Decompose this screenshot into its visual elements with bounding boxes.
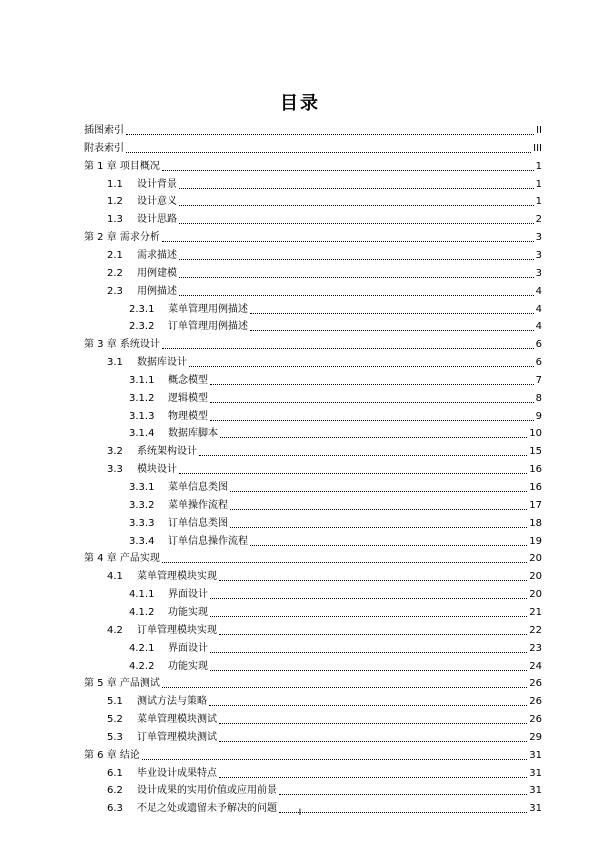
toc-entry-label: 用例描述 bbox=[137, 285, 177, 297]
toc-leader-dots bbox=[250, 321, 534, 331]
toc-leader-dots bbox=[162, 678, 527, 688]
toc-entry[interactable] bbox=[129, 373, 542, 387]
toc-entry-page: 24 bbox=[529, 660, 542, 672]
toc-entry[interactable] bbox=[84, 676, 542, 690]
toc-entry-page: 31 bbox=[529, 803, 542, 815]
toc-entry-page: 20 bbox=[529, 589, 542, 601]
toc-entry[interactable] bbox=[107, 194, 542, 208]
toc-entry-label: 产品实现 bbox=[119, 553, 160, 565]
toc-entry-number: 4.2.1 bbox=[129, 642, 155, 654]
toc-entry-label: 数据库脚本 bbox=[168, 428, 218, 440]
toc-entry-label: 项目概况 bbox=[119, 160, 160, 172]
toc-entry-number: 2.3 bbox=[107, 285, 123, 297]
toc-entry-number: 第 1 章 bbox=[84, 160, 120, 172]
toc-leader-dots bbox=[219, 625, 527, 635]
toc-entry-label: 订单管理用例描述 bbox=[168, 321, 248, 333]
page-number: I bbox=[298, 808, 302, 818]
toc-leader-dots bbox=[230, 518, 527, 528]
toc-entry[interactable] bbox=[107, 266, 542, 280]
toc-entry[interactable] bbox=[129, 534, 542, 548]
toc-entry-label: 毕业设计成果特点 bbox=[137, 767, 217, 779]
toc-entry[interactable] bbox=[107, 355, 542, 369]
toc-entry-page: 31 bbox=[529, 749, 542, 761]
toc-entry-page: 1 bbox=[535, 178, 542, 190]
toc-entry-number: 6.3 bbox=[107, 803, 123, 815]
toc-leader-dots bbox=[126, 143, 531, 153]
toc-entry-page: 9 bbox=[535, 410, 542, 422]
toc-entry-page: 20 bbox=[529, 553, 542, 565]
toc-entry[interactable] bbox=[129, 641, 542, 655]
toc-leader-dots bbox=[179, 214, 534, 224]
toc-entry-number: 5.1 bbox=[107, 696, 123, 708]
toc-entry-number: 6.1 bbox=[107, 767, 123, 779]
toc-entry-number: 第 6 章 bbox=[84, 749, 120, 761]
toc-entry[interactable] bbox=[129, 426, 542, 440]
toc-entry[interactable] bbox=[129, 319, 542, 333]
toc-entry-page: III bbox=[533, 142, 542, 154]
toc-entry[interactable] bbox=[84, 748, 542, 762]
toc-entry-number: 3.1.3 bbox=[129, 410, 155, 422]
toc-entry-number: 2.3.1 bbox=[129, 303, 155, 315]
toc-entry-number: 3.1 bbox=[107, 357, 123, 369]
toc-entry[interactable] bbox=[84, 551, 542, 565]
toc-entry-page: 26 bbox=[529, 696, 542, 708]
toc-entry-page: 15 bbox=[529, 446, 542, 458]
toc-entry-label: 设计思路 bbox=[137, 214, 177, 226]
toc-entry-label: 订单信息类图 bbox=[168, 517, 228, 529]
toc-entry-page: 10 bbox=[529, 428, 542, 440]
toc-entry-page: 6 bbox=[535, 339, 542, 351]
toc-entry-number: 3.3.3 bbox=[129, 517, 155, 529]
toc-entry[interactable] bbox=[107, 766, 542, 780]
toc-entry-page: 6 bbox=[535, 357, 542, 369]
toc-leader-dots bbox=[250, 304, 534, 314]
toc-entry[interactable] bbox=[107, 284, 542, 298]
toc-leader-dots bbox=[162, 232, 534, 242]
toc-entry[interactable] bbox=[129, 605, 542, 619]
toc-leader-dots bbox=[210, 661, 527, 671]
toc-entry[interactable] bbox=[107, 623, 542, 637]
toc-entry-page: 23 bbox=[529, 642, 542, 654]
toc-entry-label: 逻辑模型 bbox=[168, 392, 208, 404]
toc-entry-number: 6.2 bbox=[107, 785, 123, 797]
toc-entry-label: 需求分析 bbox=[119, 232, 160, 244]
toc-leader-dots bbox=[179, 286, 534, 296]
toc-entry-label: 结论 bbox=[119, 749, 140, 761]
toc-entry[interactable] bbox=[129, 302, 542, 316]
toc-entry-label: 用例建模 bbox=[137, 267, 177, 279]
toc-entry-label: 物理模型 bbox=[168, 410, 208, 422]
toc-entry[interactable] bbox=[129, 391, 542, 405]
toc-entry-number: 3.3.4 bbox=[129, 535, 155, 547]
toc-leader-dots bbox=[220, 428, 527, 438]
toc-entry-number: 3.3.1 bbox=[129, 482, 155, 493]
toc-entry-number: 5.3 bbox=[107, 731, 123, 743]
toc-entry[interactable] bbox=[84, 230, 542, 244]
toc-entry-page: 16 bbox=[529, 482, 542, 493]
toc-entry-number: 4.1.1 bbox=[129, 589, 155, 601]
toc-entry[interactable] bbox=[107, 569, 542, 583]
toc-entry[interactable] bbox=[129, 409, 542, 423]
toc-entry-page: 21 bbox=[529, 606, 542, 618]
toc-entry[interactable] bbox=[129, 516, 542, 530]
toc-entry-label: 附表索引 bbox=[84, 142, 124, 154]
toc-entry-page: 1 bbox=[535, 196, 542, 208]
toc-entry-number: 1.1 bbox=[107, 178, 123, 190]
toc-leader-dots bbox=[179, 268, 534, 278]
toc-leader-dots bbox=[142, 750, 527, 760]
toc-entry-number: 4.2.2 bbox=[129, 660, 155, 672]
toc-entry[interactable] bbox=[129, 498, 542, 512]
toc-entry-label: 设计成果的实用价值或应用前景 bbox=[137, 785, 277, 797]
toc-entry-label: 概念模型 bbox=[168, 374, 208, 386]
toc-entry-number: 第 4 章 bbox=[84, 553, 120, 565]
toc-entry-page: 16 bbox=[529, 464, 542, 476]
toc-entry-page: 3 bbox=[535, 249, 542, 261]
toc-leader-dots bbox=[179, 464, 527, 474]
toc-leader-dots bbox=[219, 732, 527, 742]
toc-entry-label: 订单管理模块实现 bbox=[137, 624, 217, 636]
toc-entry[interactable] bbox=[107, 444, 542, 458]
toc-entry-label: 设计背景 bbox=[137, 178, 177, 190]
toc-entry-number: 3.1.1 bbox=[129, 374, 155, 386]
toc-entry[interactable] bbox=[84, 123, 542, 137]
toc-entry-page: 26 bbox=[529, 714, 542, 726]
toc-entry-page: 22 bbox=[529, 624, 542, 636]
toc-entry-number: 5.2 bbox=[107, 714, 123, 726]
toc-entry-page: 17 bbox=[529, 499, 542, 511]
toc-leader-dots bbox=[230, 482, 527, 492]
toc-entry-label: 插图索引 bbox=[84, 125, 124, 136]
toc-entry-label: 订单信息操作流程 bbox=[168, 535, 248, 547]
toc-entry-page: 4 bbox=[535, 303, 542, 315]
toc-entry-number: 1.3 bbox=[107, 214, 123, 226]
toc-entry-label: 订单管理模块测试 bbox=[137, 731, 217, 743]
toc-entry-label: 菜单管理用例描述 bbox=[168, 303, 248, 315]
toc-entry-number: 1.2 bbox=[107, 196, 123, 208]
toc-leader-dots bbox=[210, 393, 534, 403]
toc-entry-number: 3.2 bbox=[107, 446, 123, 458]
toc-entry-label: 模块设计 bbox=[137, 464, 177, 476]
toc-leader-dots bbox=[126, 125, 534, 135]
toc-entry[interactable] bbox=[107, 248, 542, 262]
toc-entry-label: 菜单信息类图 bbox=[168, 482, 228, 493]
toc-entry[interactable] bbox=[107, 212, 542, 226]
toc-entry-page: 8 bbox=[535, 392, 542, 404]
toc-leader-dots bbox=[209, 696, 527, 706]
toc-leader-dots bbox=[219, 714, 527, 724]
toc-leader-dots bbox=[210, 607, 527, 617]
toc-entry-label: 菜单操作流程 bbox=[168, 499, 228, 511]
toc-leader-dots bbox=[230, 500, 527, 510]
toc-entry[interactable] bbox=[84, 159, 542, 173]
toc-entry-label: 不足之处或遗留未予解决的问题 bbox=[137, 803, 277, 815]
toc-entry-label: 需求描述 bbox=[137, 249, 177, 261]
toc-leader-dots bbox=[179, 179, 534, 189]
toc-entry-number: 4.2 bbox=[107, 624, 123, 636]
toc-entry[interactable] bbox=[84, 141, 542, 155]
toc-entry-page: 18 bbox=[529, 517, 542, 529]
toc-entry-page: 26 bbox=[529, 678, 542, 690]
toc-entry-label: 菜单管理模块测试 bbox=[137, 714, 217, 726]
toc-entry-page: 4 bbox=[535, 321, 542, 333]
toc-entry-label: 界面设计 bbox=[168, 642, 208, 654]
toc-entry[interactable] bbox=[84, 337, 542, 351]
toc-leader-dots bbox=[162, 161, 534, 171]
toc-leader-dots bbox=[179, 250, 534, 260]
toc-entry[interactable] bbox=[107, 730, 542, 744]
toc-entry-page: 3 bbox=[535, 232, 542, 244]
toc-leader-dots bbox=[189, 357, 534, 367]
toc-entry-number: 4.1.2 bbox=[129, 606, 155, 618]
toc-entry[interactable] bbox=[107, 783, 542, 797]
toc-leader-dots bbox=[210, 375, 534, 385]
toc-leader-dots bbox=[210, 411, 534, 421]
toc-entry-label: 功能实现 bbox=[168, 606, 208, 618]
toc-entry-number: 第 2 章 bbox=[84, 232, 120, 244]
toc-entry-page: II bbox=[536, 125, 542, 136]
toc-entry-number: 3.1.4 bbox=[129, 428, 155, 440]
toc-leader-dots bbox=[210, 589, 527, 599]
toc-entry-page: 4 bbox=[535, 285, 542, 297]
toc-entry-number: 2.1 bbox=[107, 249, 123, 261]
toc-entry-page: 19 bbox=[529, 535, 542, 547]
toc-entry-page: 7 bbox=[535, 374, 542, 386]
toc-entry-label: 功能实现 bbox=[168, 660, 208, 672]
toc-entry[interactable] bbox=[129, 587, 542, 601]
toc-entry-label: 系统架构设计 bbox=[137, 446, 197, 458]
toc-entry-label: 系统设计 bbox=[119, 339, 160, 351]
toc-entry[interactable] bbox=[129, 480, 542, 494]
toc-entry-number: 2.3.2 bbox=[129, 321, 155, 333]
toc-entry-label: 设计意义 bbox=[137, 196, 177, 208]
toc-entry-page: 31 bbox=[529, 785, 542, 797]
toc-leader-dots bbox=[219, 768, 527, 778]
toc-leader-dots bbox=[250, 536, 527, 546]
toc-entry-number: 4.1 bbox=[107, 571, 123, 583]
page-title: 目录 bbox=[280, 93, 320, 114]
toc-leader-dots bbox=[199, 446, 527, 456]
toc-entry-label: 产品测试 bbox=[119, 678, 160, 690]
toc-leader-dots bbox=[162, 339, 534, 349]
toc-entry-label: 界面设计 bbox=[168, 589, 208, 601]
toc-leader-dots bbox=[162, 553, 527, 563]
toc-leader-dots bbox=[219, 571, 527, 581]
toc-entry-page: 1 bbox=[535, 160, 542, 172]
toc-entry-number: 3.1.2 bbox=[129, 392, 155, 404]
toc-leader-dots bbox=[210, 643, 527, 653]
toc-leader-dots bbox=[179, 196, 534, 206]
toc-entry-label: 测试方法与策略 bbox=[137, 696, 207, 708]
toc-entry-number: 第 5 章 bbox=[84, 678, 120, 690]
toc-entry-number: 2.2 bbox=[107, 267, 123, 279]
toc-entry-number: 3.3 bbox=[107, 464, 123, 476]
toc-entry[interactable] bbox=[107, 177, 542, 191]
toc-entry-page: 3 bbox=[535, 267, 542, 279]
toc-entry[interactable] bbox=[107, 712, 542, 726]
toc-entry[interactable] bbox=[129, 659, 542, 673]
toc-entry-page: 31 bbox=[529, 767, 542, 779]
toc-entry-label: 菜单管理模块实现 bbox=[137, 571, 217, 583]
toc-entry-page: 2 bbox=[535, 214, 542, 226]
toc-entry-number: 第 3 章 bbox=[84, 339, 120, 351]
toc-entry[interactable] bbox=[107, 462, 542, 476]
toc-entry-label: 数据库设计 bbox=[137, 357, 187, 369]
toc-entry-number: 3.3.2 bbox=[129, 499, 155, 511]
toc-entry[interactable] bbox=[107, 694, 542, 708]
toc-leader-dots bbox=[279, 785, 527, 795]
toc-entry-page: 29 bbox=[529, 731, 542, 743]
toc-entry-page: 20 bbox=[529, 571, 542, 583]
